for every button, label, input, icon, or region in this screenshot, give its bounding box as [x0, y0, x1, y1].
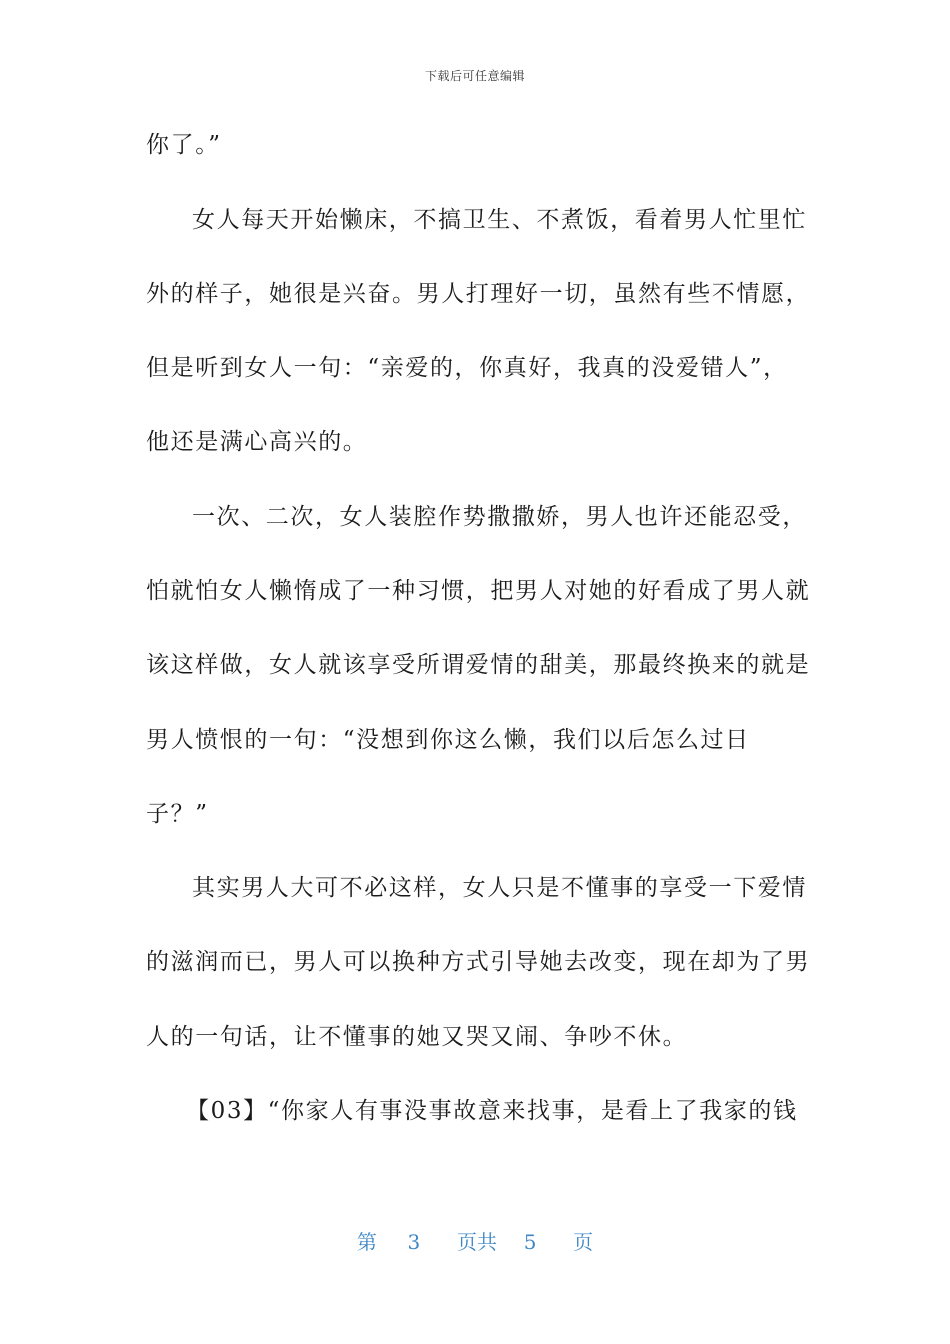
page-header-note: 下载后可任意编辑 [424, 69, 525, 83]
page-label-mid: 页共 [457, 1230, 497, 1254]
body-line: 你了。” [146, 132, 222, 158]
body-line: 但是听到女人一句：“亲爱的，你真好，我真的没爱错人”， [146, 355, 788, 381]
page-footer [0, 1226, 950, 1255]
body-line: 怕就怕女人懒惰成了一种习惯，把男人对她的好看成了男人就 [146, 578, 811, 604]
page-label-prefix: 第 [356, 1230, 377, 1254]
body-line: 其实男人大可不必这样，女人只是不懂事的享受一下爱情 [192, 875, 807, 901]
body-line: 的滋润而已，男人可以换种方式引导她去改变，现在却为了男 [146, 949, 811, 975]
body-line: 男人愤恨的一句：“没想到你这么懒，我们以后怎么过日 [146, 727, 750, 753]
body-line: 女人每天开始懒床，不搞卫生、不煮饭，看着男人忙里忙 [192, 207, 807, 233]
body-line: 子？” [146, 801, 209, 827]
body-line: 外的样子，她很是兴奋。男人打理好一切，虽然有些不情愿， [146, 281, 811, 307]
body-line: 【03】“你家人有事没事故意来找事，是看上了我家的钱 [186, 1098, 798, 1124]
body-line: 该这样做，女人就该享受所谓爱情的甜美，那最终换来的就是 [146, 652, 811, 678]
total-pages-number: 5 [523, 1230, 537, 1254]
body-line: 人的一句话，让不懂事的她又哭又闹、争吵不休。 [146, 1024, 688, 1050]
body-line: 一次、二次，女人装腔作势撒撒娇，男人也许还能忍受， [192, 504, 807, 530]
page-label-suffix: 页 [573, 1230, 594, 1254]
body-line: 他还是满心高兴的。 [146, 429, 368, 455]
current-page-number: 3 [407, 1230, 421, 1254]
